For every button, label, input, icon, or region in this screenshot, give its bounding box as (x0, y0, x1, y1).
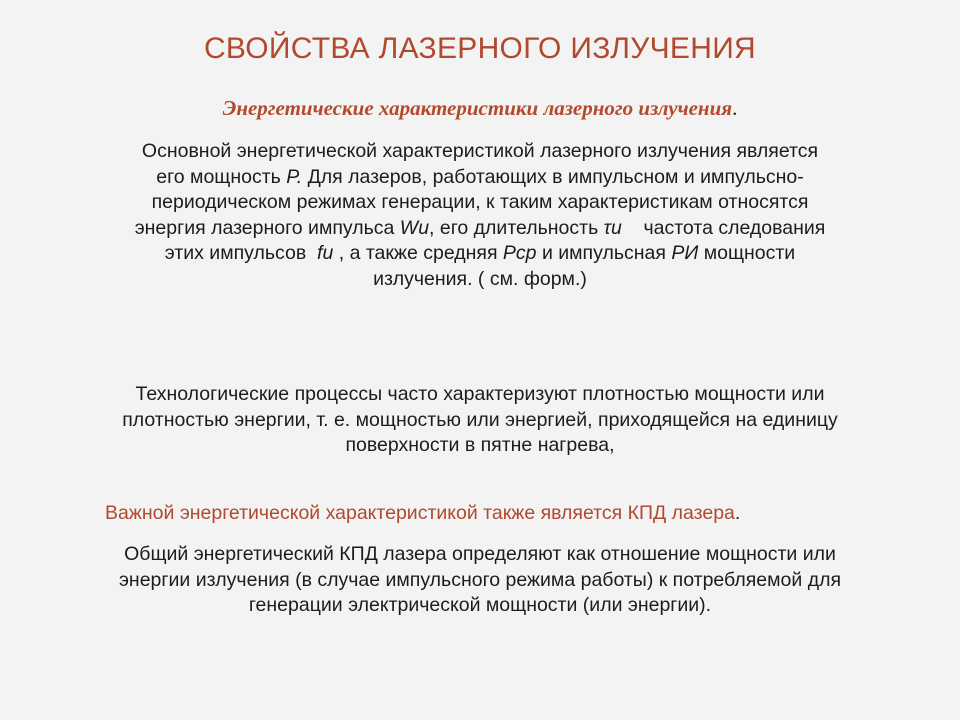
text-fragment: его мощность (156, 165, 287, 188)
efficiency-heading-period: . (734, 502, 741, 524)
paragraph-line: плотностью энергии, т. е. мощностью или энергией, приходящейся на единицу (122, 408, 838, 431)
paragraph-line (30, 241, 930, 267)
paragraph-line: поверхности в пятне нагрева, (345, 434, 615, 456)
slide-title: СВОЙСТВА ЛАЗЕРНОГО ИЗЛУЧЕНИЯ (203, 32, 757, 65)
text-fragment: энергия лазерного импульса (134, 216, 400, 239)
paragraph-line (30, 165, 930, 191)
paragraph-line (30, 216, 930, 242)
paragraph-efficiency (30, 542, 930, 619)
text-fragment: мощности (698, 242, 796, 264)
paragraph-line: Общий энергетический КПД лазера определяют как отношение мощности или (124, 543, 836, 565)
symbol-power: P. (286, 165, 303, 188)
paragraph-line: генерации электрической мощности (или энергии). (248, 594, 712, 616)
efficiency-heading (105, 502, 740, 525)
symbol-average-power: Pcp (502, 242, 537, 264)
text-fragment: , а также средняя (333, 242, 503, 264)
paragraph-energy-characteristics (30, 139, 930, 292)
text-fragment: и импульсная (536, 242, 672, 264)
text-fragment: , его длительность (429, 216, 604, 239)
symbol-pulse-power: PИ (671, 242, 699, 264)
symbol-pulse-duration: τu (603, 216, 622, 239)
slide-subtitle (0, 96, 960, 121)
paragraph-line: энергии излучения (в случае импульсного режима работы) к потребляемой для (118, 568, 842, 591)
paragraph-line: Основной энергетической характеристикой лазерного излучения является (141, 140, 819, 162)
symbol-pulse-frequency: fu (317, 242, 334, 264)
paragraph-line: излучения. ( см. форм.) (373, 267, 587, 290)
paragraph-line: Технологические процессы часто характеризуют плотностью мощности или (135, 383, 825, 405)
paragraph-line: периодическом режимах генерации, к таким характеристикам относятся (151, 191, 809, 213)
text-fragment: этих импульсов (164, 242, 318, 264)
subtitle-period: . (732, 96, 738, 120)
subtitle-text: Энергетические характеристики лазерного излучения (222, 96, 733, 120)
text-fragment: Для лазеров, работающих в импульсном и импульсно- (302, 165, 804, 188)
symbol-pulse-energy: Wu (399, 216, 430, 239)
text-fragment: частота следования (621, 216, 826, 239)
efficiency-heading-text: Важной энергетической характеристикой также является КПД лазера (105, 502, 735, 524)
paragraph-power-density (30, 382, 930, 459)
